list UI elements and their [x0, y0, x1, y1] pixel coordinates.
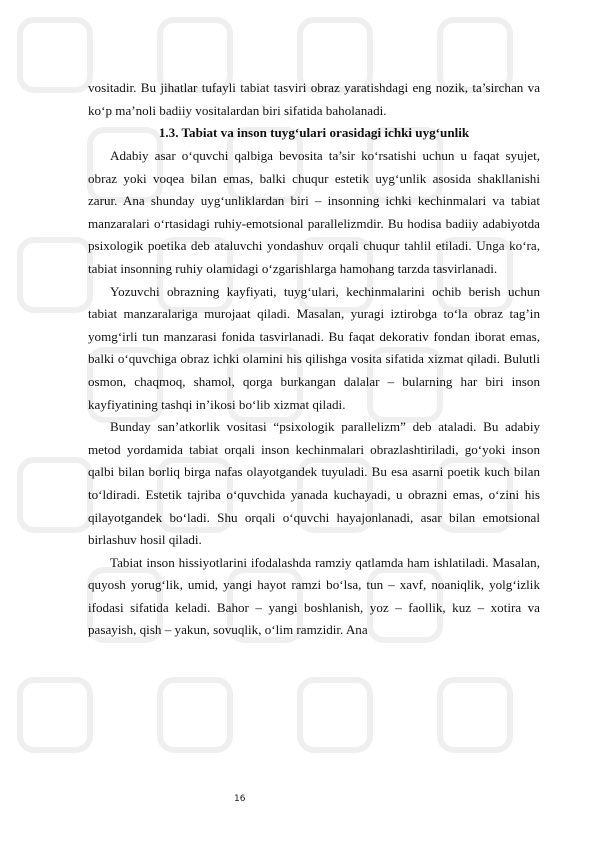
body-paragraph: Tabiat inson hissiyotlarini ifodalashda ramziy qatlamda ham ishlatiladi. Masalan, quyosh yorug‘lik, umid, yangi hayot ramzi bo‘lsa, tun – xavf, noaniqlik, yolg‘izlik ifodasi sifatida keladi. Bahor – yangi boshlanish, yoz – faollik, kuz – xotira va pasayish, qish – yakun, sovuqlik, o‘lim ramzidir. Ana	[88, 554, 540, 638]
intro-paragraph-block	[88, 77, 540, 122]
body-paragraph: Bunday san’atkorlik vositasi “psixologik parallelizm” deb ataladi. Bu adabiy metod yordamida tabiat orqali inson kechinmalari obrazlashtiriladi, go‘yoki inson qalbi bilan borliq birga nafas olayotgandek tuyuladi. Bu esa asarni poetik kuch bilan to‘ldiradi. Estetik tajriba o‘quvchida yanada kuchayadi, u obrazni emas, o‘zini his qilayotgandek bo‘ladi. Shu orqali o‘quvchi hayajonlanadi, asar bilan emotsional birlashuv hosil qiladi.	[88, 419, 540, 548]
body-paragraph: Yozuvchi obrazning kayfiyati, tuyg‘ulari, kechinmalarini ochib berish uchun tabiat manzaralariga murojaat qiladi. Masalan, yuragi iztirobga to‘la obraz tag’in yomg‘irli tun manzarasi fonida tasvirlanadi. Bu faqat dekorativ fondan iborat emas, balki o‘quvchiga obraz ichki olamini his qilishga vosita sifatida xizmat qiladi. Bulutli osmon, chaqmoq, shamol, qorga burkangan dalalar – bularning har biri inson kayfiyatining tashqi in’ikosi bo‘lib xizmat qiladi.	[88, 283, 540, 412]
section-heading: 1.3. Tabiat va inson tuyg‘ulari orasidagi ichki uyg‘unlik	[158, 125, 470, 140]
page-number: 16	[234, 794, 246, 804]
body-paragraph: Adabiy asar o‘quvchi qalbiga bevosita ta’sir ko‘rsatishi uchun u faqat syujet, obraz yoki voqea bilan emas, balki chuqur estetik uyg‘unlik asosida shakllanishi zarur. Ana shunday uyg‘unliklardan biri – insonning ichki kechinmalari va tabiat manzaralari o‘rtasidagi ruhiy-emotsional parallelizmdir. Bu hodisa badiiy adabiyotda psixologik poetika deb ataluvchi yondashuv orqali chuqur tahlil etiladi. Unga ko‘ra, tabiat insonning ruhiy olamidagi o‘zgarishlarga hamohang tarzda tasvirlanadi.	[88, 148, 540, 276]
body-text	[88, 145, 540, 642]
intro-paragraph: vositadir. Bu jihatlar tufayli tabiat tasviri obraz yaratishdagi eng nozik, ta’sirchan va ko‘p ma’noli badiiy vositalardan biri sifatida baholanadi.	[88, 80, 540, 118]
